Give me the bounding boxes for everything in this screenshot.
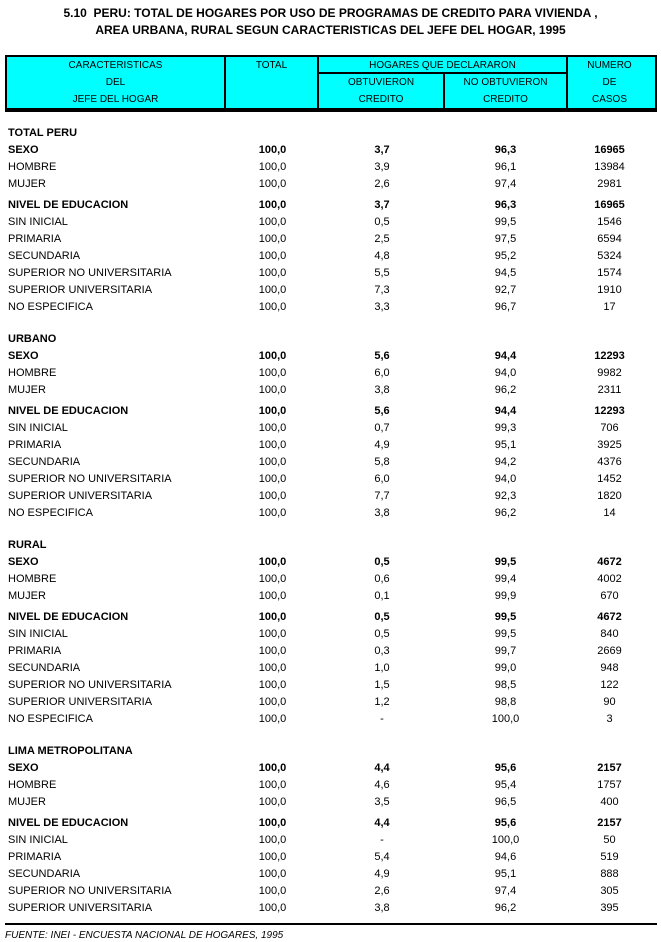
row-value: 3,7 [374,198,390,211]
row-value: 3,7 [374,143,390,156]
table-row [5,141,657,158]
section-title: TOTAL PERU [8,126,78,139]
row-value: 94,4 [494,404,517,417]
row-value: 92,7 [494,283,517,296]
row-value: 3,5 [374,795,390,808]
row-value: 4,8 [374,249,390,262]
row-value: 97,4 [494,884,517,897]
row-value: 0,5 [374,610,390,623]
row-value: 2669 [597,644,622,657]
title-line-2: AREA URBANA, RURAL SEGUN CARACTERISTICAS DEL JEFE DEL HOGAR, 1995 [95,23,566,37]
table-row [5,759,657,776]
row-label: SECUNDARIA [8,867,81,880]
row-label: SIN INICIAL [8,627,68,640]
row-value: 100,0 [258,177,287,190]
row-value: 100,0 [258,589,287,602]
row-value: 100,0 [258,472,287,485]
row-value: 0,7 [374,421,390,434]
row-value: 4,4 [374,761,390,774]
row-label: PRIMARIA [8,850,62,863]
row-value: 519 [600,850,619,863]
row-value: 0,1 [374,589,390,602]
row-value: 2981 [597,177,622,190]
table-row [5,659,657,676]
row-label: SECUNDARIA [8,661,81,674]
title-line-1: 5.10 PERU: TOTAL DE HOGARES POR USO DE PROGRAMAS DE CREDITO PARA VIVIENDA , [63,6,598,20]
header-obtuvieron-credito [319,74,445,108]
table-row [5,642,657,659]
row-value: 99,5 [494,610,517,623]
row-value: 100,0 [258,143,287,156]
row-value: 4,9 [374,867,390,880]
row-value: 99,5 [494,627,517,640]
row-value: 5,5 [374,266,390,279]
table-row [5,453,657,470]
row-label: NO ESPECIFICA [8,712,93,725]
row-value: 96,2 [494,506,517,519]
row-value: 100,0 [258,266,287,279]
table-row [5,587,657,604]
row-value: 9982 [597,366,622,379]
header-numero-line2: DE [602,77,617,88]
row-value: 3,8 [374,901,390,914]
row-value: 99,0 [494,661,517,674]
row-label: SUPERIOR UNIVERSITARIA [8,283,153,296]
row-value: 90 [603,695,616,708]
row-value: 100,0 [258,283,287,296]
section-title: URBANO [8,332,57,345]
row-label: SUPERIOR NO UNIVERSITARIA [8,678,172,691]
row-value: 95,2 [494,249,517,262]
row-value: 1,5 [374,678,390,691]
row-value: 94,6 [494,850,517,863]
row-value: 94,0 [494,472,517,485]
row-value: 0,3 [374,644,390,657]
row-value: 99,3 [494,421,517,434]
row-value: 3,8 [374,383,390,396]
section-title-row [5,124,657,141]
table-row [5,281,657,298]
table-row [5,814,657,831]
row-value: 670 [600,589,619,602]
row-value: 100,0 [258,366,287,379]
header-total: TOTAL [226,57,319,108]
row-value: 100,0 [258,795,287,808]
header-numero-line3: CASOS [591,94,627,105]
row-value: 2,6 [374,884,390,897]
header-caracteristicas-line1: CARACTERISTICAS [68,60,163,71]
row-value: 99,9 [494,589,517,602]
page-title [0,0,661,39]
table-row [5,487,657,504]
row-value: 100,0 [258,901,287,914]
row-value: 100,0 [258,215,287,228]
row-label: HOMBRE [8,572,57,585]
row-value: 17 [603,300,616,313]
row-label: SEXO [8,761,39,774]
row-value: 100,0 [258,867,287,880]
row-value: 6,0 [374,366,390,379]
row-value: 0,5 [374,627,390,640]
row-value: 4672 [597,610,622,623]
row-value: 99,5 [494,555,517,568]
row-value: 97,5 [494,232,517,245]
row-value: 99,7 [494,644,517,657]
row-value: 100,0 [258,644,287,657]
section-title: LIMA METROPOLITANA [8,744,133,757]
row-value: 400 [600,795,619,808]
row-label: PRIMARIA [8,232,62,245]
row-value: 888 [600,867,619,880]
row-value: 7,7 [374,489,390,502]
row-value: 3 [606,712,613,725]
row-value: 840 [600,627,619,640]
row-label: SECUNDARIA [8,249,81,262]
table-row [5,831,657,848]
row-value: 4376 [597,455,622,468]
row-value: - [380,712,384,725]
section-title-row [5,536,657,553]
section-title-row [5,742,657,759]
row-label: SUPERIOR UNIVERSITARIA [8,695,153,708]
table-row [5,710,657,727]
row-value: 5,4 [374,850,390,863]
row-value: 122 [600,678,619,691]
section-title-row [5,330,657,347]
row-value: 100,0 [258,761,287,774]
table-row [5,381,657,398]
row-value: 4,4 [374,816,390,829]
row-value: 3,3 [374,300,390,313]
row-value: 100,0 [258,695,287,708]
row-value: 2,6 [374,177,390,190]
row-value: 100,0 [258,678,287,691]
row-value: 95,6 [494,761,517,774]
row-label: NIVEL DE EDUCACION [8,404,129,417]
row-value: 3,9 [374,160,390,173]
row-label: SEXO [8,349,39,362]
row-value: 95,6 [494,816,517,829]
row-value: 100,0 [258,404,287,417]
row-label: SUPERIOR UNIVERSITARIA [8,901,153,914]
table-row [5,793,657,810]
row-value: 5,8 [374,455,390,468]
row-value: 100,0 [258,349,287,362]
row-label: NIVEL DE EDUCACION [8,198,129,211]
row-value: 99,5 [494,215,517,228]
row-value: 100,0 [258,816,287,829]
row-label: SIN INICIAL [8,215,68,228]
row-value: 100,0 [258,712,287,725]
table-row [5,298,657,315]
row-label: MUJER [8,177,46,190]
row-value: 96,2 [494,901,517,914]
row-label: SUPERIOR NO UNIVERSITARIA [8,266,172,279]
row-value: 2311 [597,383,622,396]
row-label: SEXO [8,143,39,156]
row-value: 4672 [597,555,622,568]
row-value: 5324 [597,249,622,262]
table-row [5,247,657,264]
row-value: 16965 [594,143,625,156]
row-value: 6594 [597,232,622,245]
row-value: 100,0 [258,489,287,502]
row-value: 305 [600,884,619,897]
row-value: 99,4 [494,572,517,585]
row-label: MUJER [8,589,46,602]
row-value: 5,6 [374,349,390,362]
table-row [5,625,657,642]
footer [5,923,657,941]
row-label: SUPERIOR NO UNIVERSITARIA [8,472,172,485]
table-row [5,570,657,587]
row-value: 100,0 [258,555,287,568]
row-value: 0,6 [374,572,390,585]
row-value: 948 [600,661,619,674]
row-value: 95,1 [494,867,517,880]
table-row [5,776,657,793]
row-value: 3,8 [374,506,390,519]
row-value: 4,9 [374,438,390,451]
row-value: 4002 [597,572,622,585]
row-value: 100,0 [491,833,520,846]
row-label: SIN INICIAL [8,833,68,846]
header-no-obtuvieron-credito [445,74,566,108]
row-value: 100,0 [258,572,287,585]
header-numero-casos [566,57,651,108]
row-value: 3925 [597,438,622,451]
row-label: HOMBRE [8,778,57,791]
row-label: NIVEL DE EDUCACION [8,816,129,829]
row-label: NO ESPECIFICA [8,300,93,313]
row-value: 96,3 [494,198,517,211]
row-label: NIVEL DE EDUCACION [8,610,129,623]
row-value: 100,0 [258,438,287,451]
row-value: 100,0 [258,506,287,519]
table-row [5,264,657,281]
table-row [5,553,657,570]
row-label: MUJER [8,795,46,808]
row-value: 706 [600,421,619,434]
table-row [5,693,657,710]
row-label: SIN INICIAL [8,421,68,434]
row-value: 92,3 [494,489,517,502]
row-value: 13984 [594,160,625,173]
table-row [5,848,657,865]
row-value: 96,3 [494,143,517,156]
row-value: 1820 [597,489,622,502]
row-value: 6,0 [374,472,390,485]
row-label: NO ESPECIFICA [8,506,93,519]
row-value: 98,8 [494,695,517,708]
table-row [5,402,657,419]
row-value: 100,0 [258,627,287,640]
row-value: 95,4 [494,778,517,791]
row-value: 100,0 [258,455,287,468]
row-value: 94,4 [494,349,517,362]
row-value: 14 [603,506,616,519]
table-row [5,364,657,381]
row-value: 12293 [594,404,625,417]
header-obtuvieron-line2: CREDITO [358,94,404,105]
table-header [5,55,657,112]
table-row [5,436,657,453]
row-value: 1,2 [374,695,390,708]
row-value: 100,0 [258,421,287,434]
header-no-obtuvieron-line1: NO OBTUVIERON [463,77,548,88]
table-body [5,112,657,916]
footer-source: FUENTE: INEI - ENCUESTA NACIONAL DE HOGARES, 1995 [5,930,284,941]
row-value: 1757 [597,778,622,791]
section-title: RURAL [8,538,47,551]
row-value: 1546 [597,215,622,228]
row-value: 0,5 [374,555,390,568]
row-value: 0,5 [374,215,390,228]
row-value: 100,0 [258,160,287,173]
row-value: 395 [600,901,619,914]
table-row [5,882,657,899]
row-value: 96,1 [494,160,517,173]
row-value: 94,2 [494,455,517,468]
row-value: 96,2 [494,383,517,396]
row-label: PRIMARIA [8,644,62,657]
row-label: SEXO [8,555,39,568]
row-value: 16965 [594,198,625,211]
row-value: 1,0 [374,661,390,674]
row-value: 50 [603,833,616,846]
row-label: SUPERIOR UNIVERSITARIA [8,489,153,502]
row-value: 96,7 [494,300,517,313]
header-caracteristicas-line2: DEL [105,77,126,88]
row-value: 2157 [597,816,622,829]
table-row [5,676,657,693]
row-value: 95,1 [494,438,517,451]
table-row [5,470,657,487]
row-value: 100,0 [258,833,287,846]
row-value: 7,3 [374,283,390,296]
table-row [5,175,657,192]
table-row [5,865,657,882]
table-row [5,608,657,625]
row-value: 100,0 [258,249,287,262]
row-label: SUPERIOR NO UNIVERSITARIA [8,884,172,897]
header-no-obtuvieron-line2: CREDITO [483,94,528,105]
row-value: 100,0 [258,610,287,623]
header-numero-line1: NUMERO [587,60,632,71]
header-caracteristicas-line3: JEFE DEL HOGAR [72,94,159,105]
row-label: PRIMARIA [8,438,62,451]
header-hogares-declararon: HOGARES QUE DECLARARON [319,57,566,74]
row-value: 1574 [597,266,622,279]
row-value: 1452 [597,472,622,485]
row-value: 100,0 [258,778,287,791]
row-value: 100,0 [258,300,287,313]
row-value: 100,0 [258,850,287,863]
row-value: 2,5 [374,232,390,245]
table-row [5,419,657,436]
row-value: 12293 [594,349,625,362]
row-label: HOMBRE [8,160,57,173]
table-row [5,158,657,175]
row-value: 97,4 [494,177,517,190]
row-value: 94,0 [494,366,517,379]
row-value: 98,5 [494,678,517,691]
row-value: 100,0 [491,712,520,725]
table-row [5,504,657,521]
row-value: 4,6 [374,778,390,791]
header-obtuvieron-line1: OBTUVIERON [347,77,415,88]
row-value: 96,5 [494,795,517,808]
row-value: - [380,833,384,846]
table-row [5,899,657,916]
row-label: HOMBRE [8,366,57,379]
row-value: 100,0 [258,383,287,396]
header-caracteristicas [7,57,226,108]
row-value: 94,5 [494,266,517,279]
row-label: MUJER [8,383,46,396]
row-value: 2157 [597,761,622,774]
row-value: 100,0 [258,661,287,674]
table-row [5,196,657,213]
table-row [5,230,657,247]
row-value: 5,6 [374,404,390,417]
row-value: 100,0 [258,198,287,211]
row-value: 100,0 [258,232,287,245]
table-row [5,213,657,230]
row-value: 100,0 [258,884,287,897]
row-value: 1910 [597,283,622,296]
row-label: SECUNDARIA [8,455,81,468]
table-row [5,347,657,364]
